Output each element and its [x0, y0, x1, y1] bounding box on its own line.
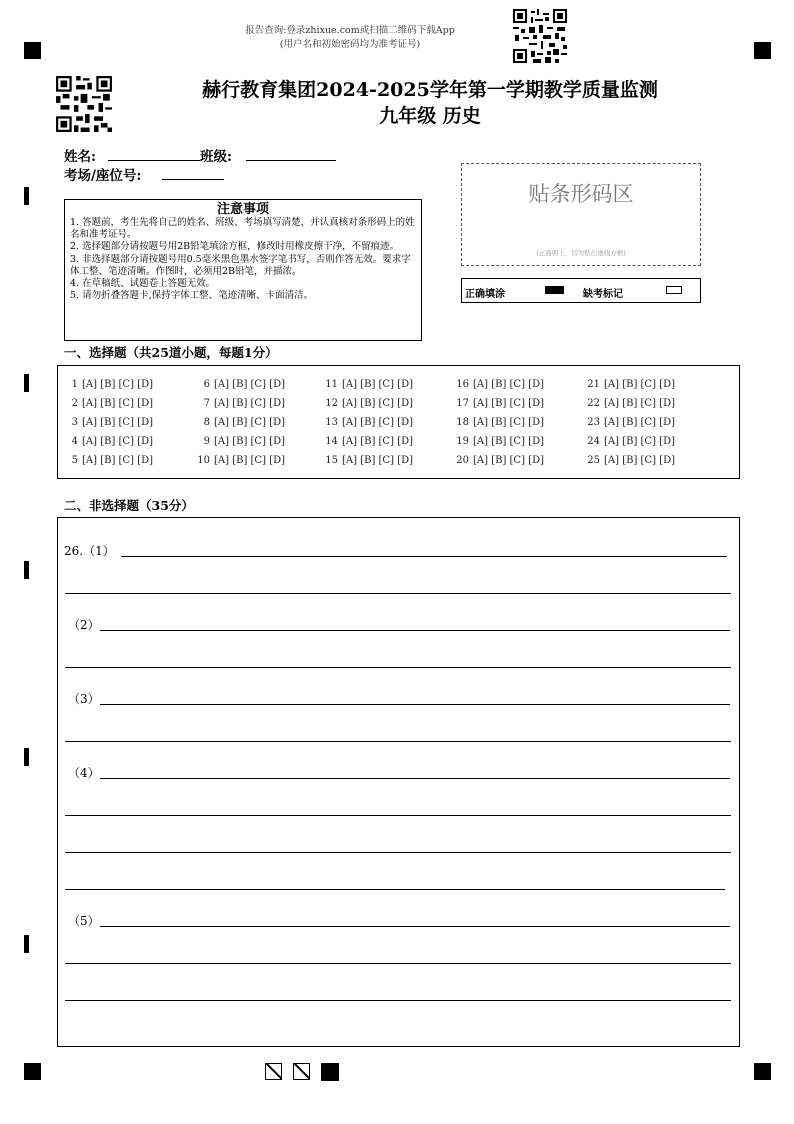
page-mark-crossed	[265, 1063, 282, 1080]
choice-options[interactable]: [A] [B] [C] [D]	[214, 417, 285, 428]
timing-mark	[24, 374, 29, 392]
choice-options[interactable]: [A] [B] [C] [D]	[214, 455, 285, 466]
notice-box	[64, 199, 422, 341]
choice-answer-grid	[57, 365, 740, 479]
choice-options[interactable]: [A] [B] [C] [D]	[473, 398, 544, 409]
answer-line[interactable]	[65, 1000, 731, 1001]
notice-item: 5. 请勿折叠答题卡,保持字体工整、笔迹清晰、卡面清洁。	[70, 290, 314, 302]
choice-row[interactable]	[320, 394, 413, 413]
choice-row[interactable]	[60, 451, 153, 470]
choice-options[interactable]: [A] [B] [C] [D]	[342, 417, 413, 428]
timing-mark	[24, 935, 29, 953]
choice-options[interactable]: [A] [B] [C] [D]	[604, 398, 675, 409]
class-label: 班级:	[200, 149, 232, 165]
answer-line[interactable]	[65, 741, 731, 742]
fill-mark-legend	[461, 278, 701, 303]
answer-line[interactable]	[65, 889, 725, 890]
choice-row[interactable]	[192, 451, 285, 470]
correct-fill-sample	[545, 286, 564, 294]
choice-options[interactable]: [A] [B] [C] [D]	[473, 417, 544, 428]
choice-row[interactable]	[192, 394, 285, 413]
choice-row[interactable]	[451, 413, 544, 432]
question-number: 23	[587, 417, 600, 428]
question-number: 1	[71, 379, 78, 390]
choice-row[interactable]	[60, 432, 153, 451]
choice-column	[582, 375, 675, 470]
answer-line[interactable]	[65, 852, 731, 853]
question-number: 24	[587, 436, 600, 447]
choice-row[interactable]	[582, 413, 675, 432]
question-number: 4	[71, 436, 78, 447]
page-mark-filled	[321, 1063, 339, 1081]
choice-row[interactable]	[582, 375, 675, 394]
question-number: 16	[456, 379, 469, 390]
answer-line[interactable]	[65, 593, 731, 594]
notice-item: 3. 非选择题部分请按题号用0.5毫米黑色墨水签字笔书写，否则作答无效。要求字体工整、笔迹清晰。作图时，必须用2B铅笔，并描浓。	[70, 253, 411, 277]
question-number: 18	[456, 417, 469, 428]
choice-options[interactable]: [A] [B] [C] [D]	[342, 436, 413, 447]
choice-column	[192, 375, 285, 470]
report-query-note	[0, 24, 794, 52]
question-number: 20	[456, 455, 469, 466]
question-number: 8	[203, 417, 210, 428]
section2-title: 二、非选择题（35分）	[64, 498, 194, 513]
answer-line[interactable]	[100, 630, 730, 631]
answer-line[interactable]	[65, 963, 731, 964]
choice-options[interactable]: [A] [B] [C] [D]	[82, 455, 153, 466]
choice-options[interactable]: [A] [B] [C] [D]	[214, 379, 285, 390]
choice-row[interactable]	[451, 394, 544, 413]
choice-row[interactable]	[582, 451, 675, 470]
question-number: 19	[456, 436, 469, 447]
choice-row[interactable]	[192, 375, 285, 394]
seat-label: 考场/座位号:	[64, 168, 142, 184]
question-number: 14	[325, 436, 338, 447]
sub-question-label: （2）	[68, 618, 100, 632]
choice-column	[320, 375, 413, 470]
choice-row[interactable]	[451, 451, 544, 470]
question-number: 13	[325, 417, 338, 428]
answer-line[interactable]	[100, 704, 730, 705]
timing-mark	[24, 748, 29, 766]
question-number: 7	[203, 398, 210, 409]
question-number: 5	[71, 455, 78, 466]
choice-options[interactable]: [A] [B] [C] [D]	[82, 379, 153, 390]
choice-options[interactable]: [A] [B] [C] [D]	[473, 436, 544, 447]
page-mark-crossed	[293, 1063, 310, 1080]
absent-mark-checkbox[interactable]	[666, 286, 682, 294]
choice-row[interactable]	[192, 432, 285, 451]
answer-line[interactable]	[100, 778, 730, 779]
report-line-2: (用户名和初始密码均为准考证号)	[279, 39, 421, 50]
question-number: 22	[587, 398, 600, 409]
choice-options[interactable]: [A] [B] [C] [D]	[473, 455, 544, 466]
choice-options[interactable]: [A] [B] [C] [D]	[214, 398, 285, 409]
notice-item: 4. 在草稿纸、试题卷上答题无效。	[70, 278, 216, 290]
absent-mark-label: 缺考标记	[583, 289, 623, 300]
question-number: 17	[456, 398, 469, 409]
choice-options[interactable]: [A] [B] [C] [D]	[604, 379, 675, 390]
choice-row[interactable]	[320, 375, 413, 394]
exam-title: 赫行教育集团2024-2025学年第一学期教学质量监测	[202, 79, 658, 101]
choice-row[interactable]	[320, 413, 413, 432]
corner-mark-bottom-right	[754, 1063, 771, 1080]
question-number: 3	[71, 417, 78, 428]
question-number: 21	[587, 379, 600, 390]
timing-mark	[24, 187, 29, 205]
choice-column	[451, 375, 544, 470]
section1-title: 一、选择题（共25道小题，每题1分）	[64, 345, 278, 360]
barcode-area-title: 贴条形码区	[528, 182, 634, 206]
choice-options[interactable]: [A] [B] [C] [D]	[342, 398, 413, 409]
question-number: 6	[203, 379, 210, 390]
choice-options[interactable]: [A] [B] [C] [D]	[82, 398, 153, 409]
seat-field[interactable]	[162, 179, 224, 180]
sub-question-label: （4）	[68, 766, 100, 780]
sub-question-label: （3）	[68, 692, 100, 706]
choice-options[interactable]: [A] [B] [C] [D]	[473, 379, 544, 390]
choice-options[interactable]: [A] [B] [C] [D]	[82, 436, 153, 447]
choice-options[interactable]: [A] [B] [C] [D]	[82, 417, 153, 428]
sub-question-label: （5）	[68, 914, 100, 928]
choice-row[interactable]	[60, 413, 153, 432]
qr-code-top	[513, 9, 567, 63]
choice-row[interactable]	[320, 451, 413, 470]
answer-line[interactable]	[121, 556, 727, 557]
free-answer-area	[57, 517, 740, 1047]
choice-options[interactable]: [A] [B] [C] [D]	[342, 455, 413, 466]
question-number: 12	[325, 398, 338, 409]
qr-code-icon	[56, 76, 112, 132]
answer-line[interactable]	[65, 667, 731, 668]
corner-mark-bottom-left	[24, 1063, 41, 1080]
choice-row[interactable]	[320, 432, 413, 451]
choice-row[interactable]	[582, 394, 675, 413]
choice-row[interactable]	[451, 375, 544, 394]
answer-line[interactable]	[100, 926, 730, 927]
question-number: 2	[71, 398, 78, 409]
exam-subtitle: 九年级 历史	[379, 105, 481, 127]
choice-options[interactable]: [A] [B] [C] [D]	[342, 379, 413, 390]
choice-options[interactable]: [A] [B] [C] [D]	[214, 436, 285, 447]
question-26-label: 26.（1）	[64, 544, 115, 558]
class-field[interactable]	[246, 160, 336, 161]
report-line-1: 报告查询:登录zhixue.com或扫描二维码下载App	[245, 25, 455, 36]
choice-row[interactable]	[582, 432, 675, 451]
choice-row[interactable]	[60, 394, 153, 413]
choice-options[interactable]: [A] [B] [C] [D]	[604, 436, 675, 447]
answer-line[interactable]	[65, 815, 731, 816]
choice-row[interactable]	[60, 375, 153, 394]
correct-fill-label: 正确填涂	[465, 289, 505, 300]
timing-mark	[24, 561, 29, 579]
notice-title: 注意事项	[216, 202, 269, 217]
barcode-area	[461, 163, 701, 266]
choice-row[interactable]	[192, 413, 285, 432]
choice-column	[60, 375, 153, 470]
qr-code-icon[interactable]	[513, 9, 567, 63]
question-number: 11	[325, 379, 338, 390]
name-field[interactable]	[108, 160, 200, 161]
barcode-area-hint: (正面朝上，切勿贴出虚线方框)	[536, 249, 626, 257]
question-number: 25	[587, 455, 600, 466]
question-number: 15	[325, 455, 338, 466]
name-label: 姓名:	[64, 149, 96, 165]
notice-item: 1. 答题前，考生先将自己的姓名、班级、考场填写清楚，并认真核对条形码上的姓名和准考证号。	[70, 217, 415, 241]
choice-options[interactable]: [A] [B] [C] [D]	[604, 455, 675, 466]
choice-options[interactable]: [A] [B] [C] [D]	[604, 417, 675, 428]
qr-code-student	[56, 76, 112, 132]
question-number: 9	[203, 436, 210, 447]
question-number: 10	[197, 455, 210, 466]
notice-item: 2. 选择题部分请按题号用2B铅笔填涂方框，修改时用橡皮擦干净，不留痕迹。	[70, 241, 400, 253]
choice-row[interactable]	[451, 432, 544, 451]
